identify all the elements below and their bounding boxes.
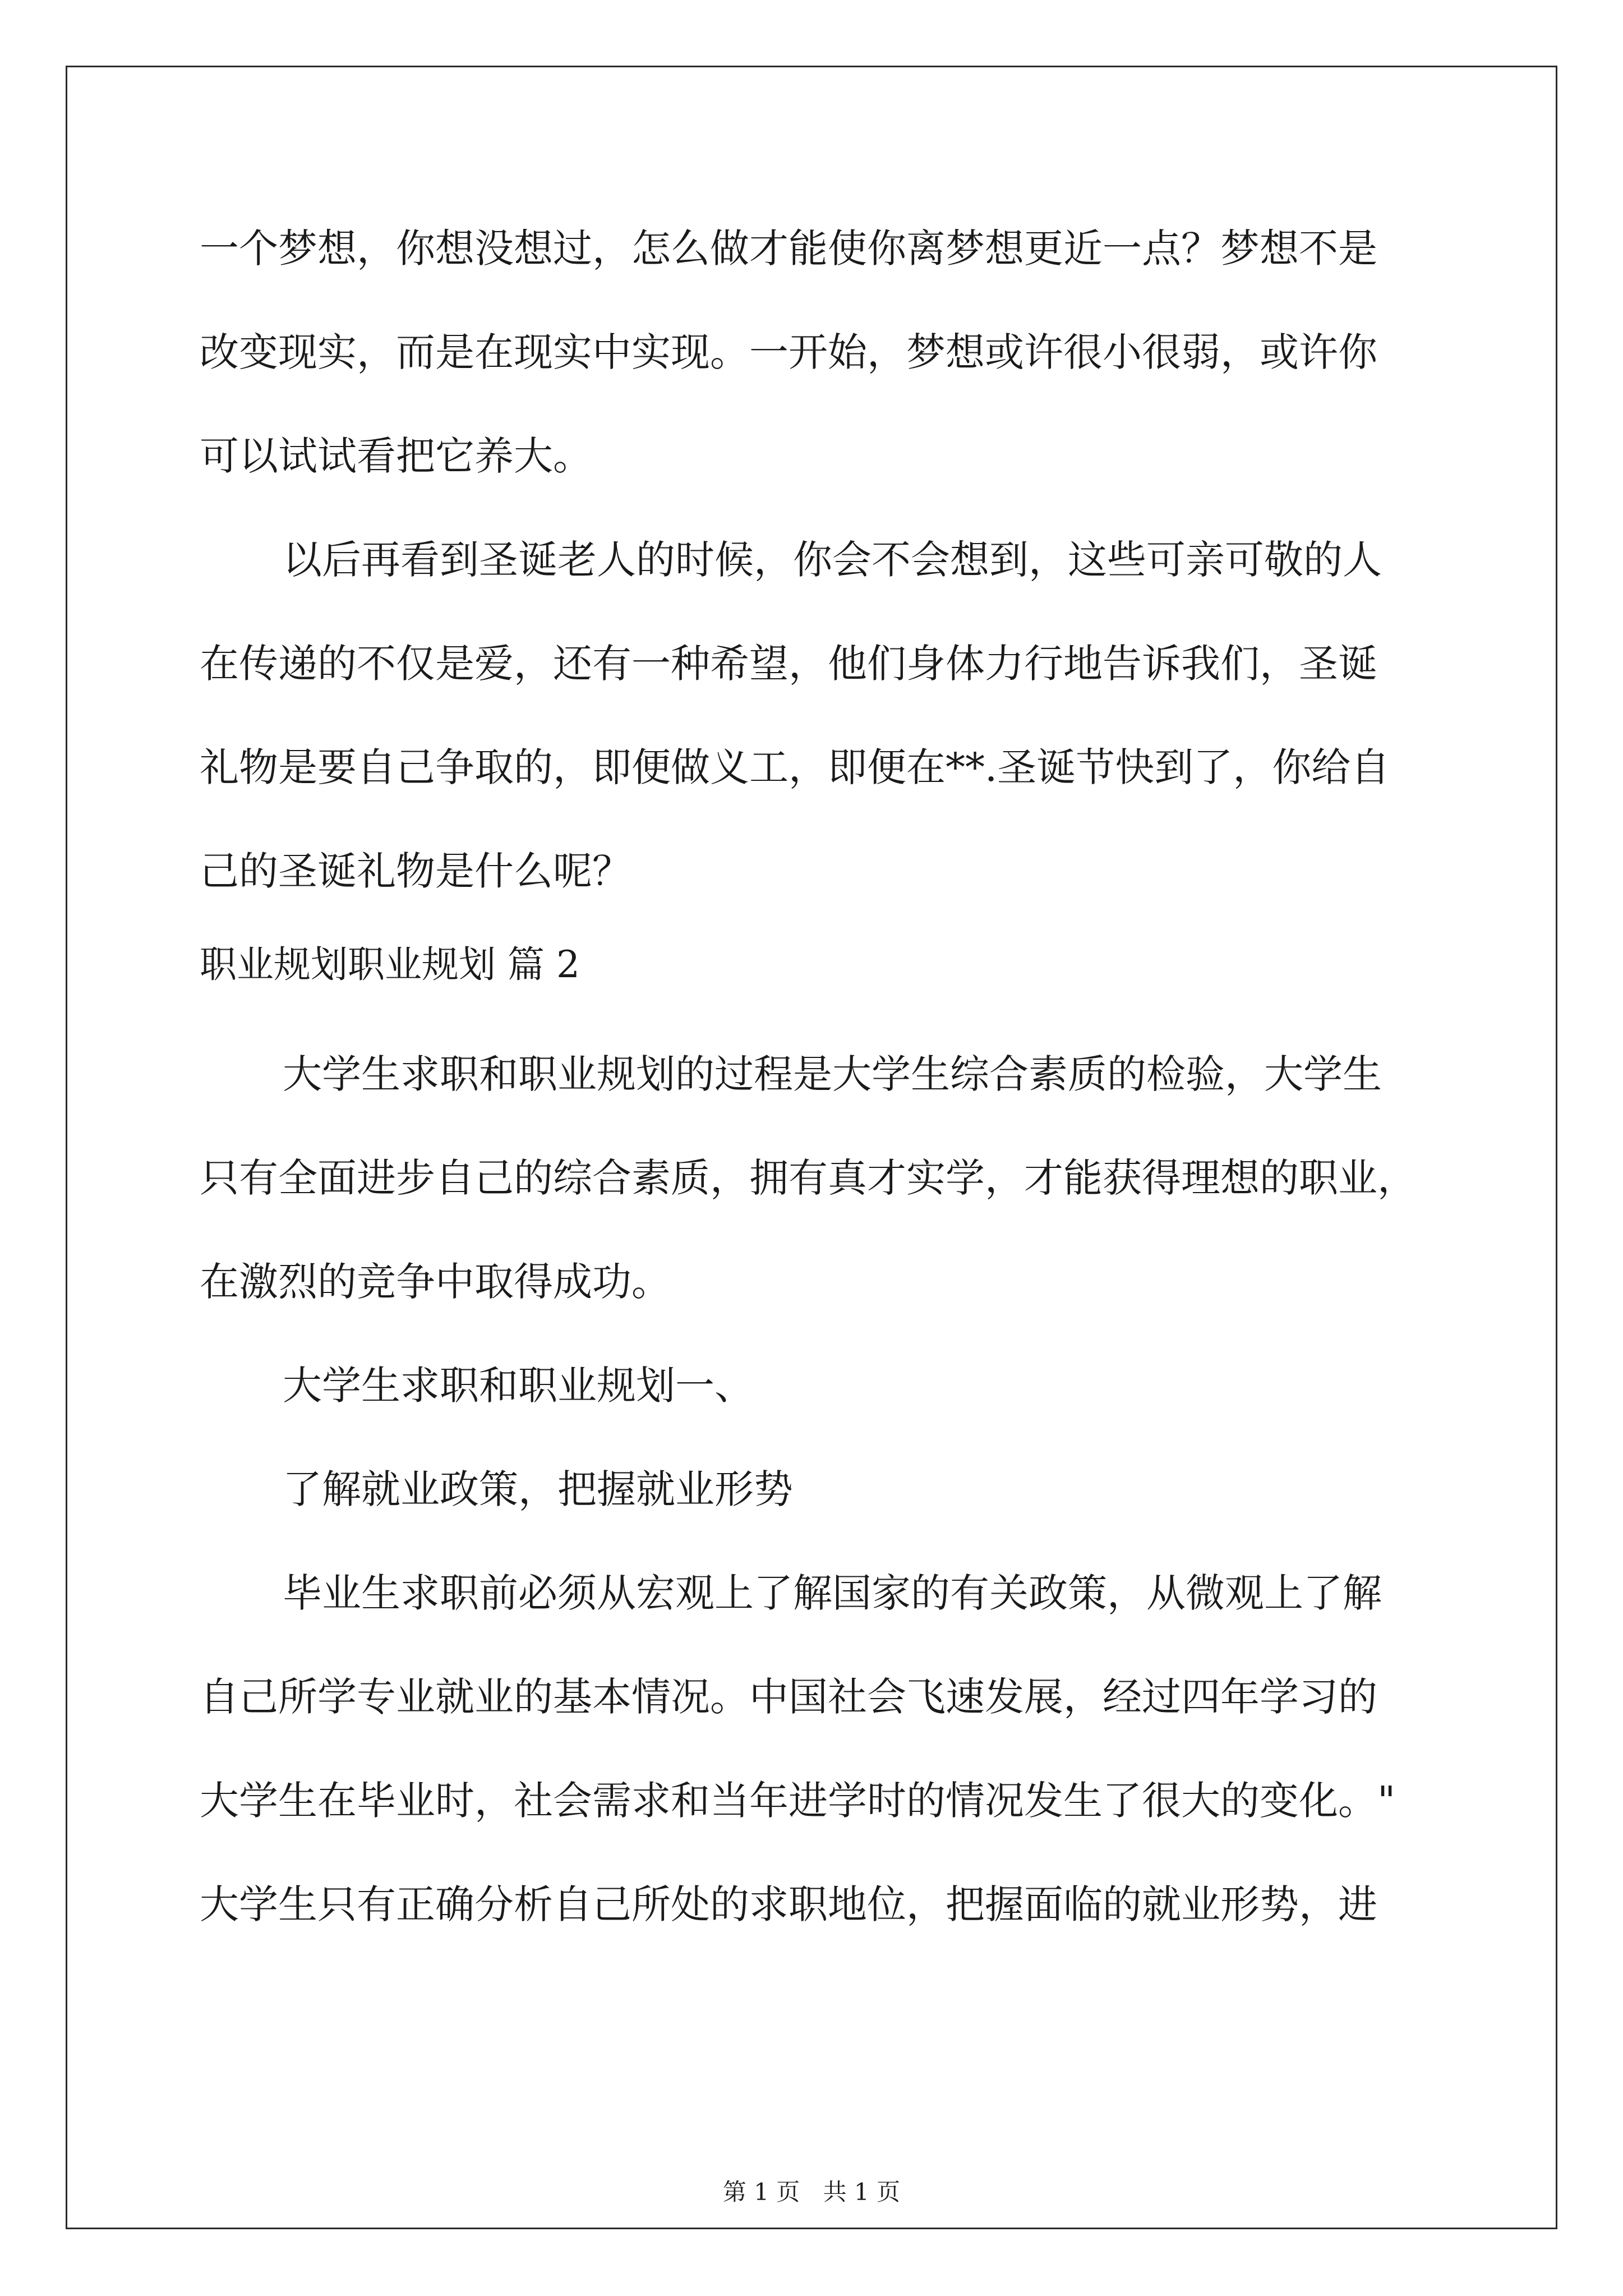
paragraph-line: 大学生只有正确分析自己所处的求职地位，把握面临的就业形势，进 (200, 1881, 1377, 1927)
paragraph-line: 可以试试看把它养大。 (200, 433, 592, 479)
paragraph-line: 己的圣诞礼物是什么呢？ (200, 848, 631, 894)
page-number: 第 1 页 (722, 2178, 800, 2206)
page-total: 共 1 页 (823, 2178, 901, 2206)
paragraph-line: 毕业生求职前必须从宏观上了解国家的有关政策，从微观上了解 (283, 1570, 1382, 1616)
paragraph-line: 只有全面进步自己的综合素质，拥有真才实学，才能获得理想的职业， (200, 1155, 1417, 1201)
section-heading: 职业规划职业规划 篇 2 (200, 943, 580, 986)
paragraph-line: 在传递的不仅是爱，还有一种希望，他们身体力行地告诉我们，圣诞 (200, 641, 1377, 687)
paragraph-line: 自己所学专业就业的基本情况。中国社会飞速发展，经过四年学习的 (200, 1674, 1377, 1720)
paragraph-line: 了解就业政策，把握就业形势 (283, 1466, 793, 1512)
paragraph-line: 大学生在毕业时，社会需求和当年进学时的情况发生了很大的变化。" (200, 1778, 1396, 1824)
page-footer (0, 2175, 1623, 2209)
paragraph-line: 礼物是要自己争取的，即便做义工，即便在**.圣诞节快到了，你给自 (200, 744, 1390, 790)
paragraph-line: 以后再看到圣诞老人的时候，你会不会想到，这些可亲可敬的人 (283, 537, 1382, 583)
paragraph-line: 大学生求职和职业规划一、 (283, 1363, 754, 1409)
paragraph-line: 改变现实，而是在现实中实现。一开始，梦想或许很小很弱，或许你 (200, 329, 1377, 375)
paragraph-line: 一个梦想，你想没想过，怎么做才能使你离梦想更近一点？梦想不是 (200, 226, 1377, 272)
paragraph-line: 大学生求职和职业规划的过程是大学生综合素质的检验，大学生 (283, 1051, 1382, 1097)
paragraph-line: 在激烈的竞争中取得成功。 (200, 1259, 671, 1305)
